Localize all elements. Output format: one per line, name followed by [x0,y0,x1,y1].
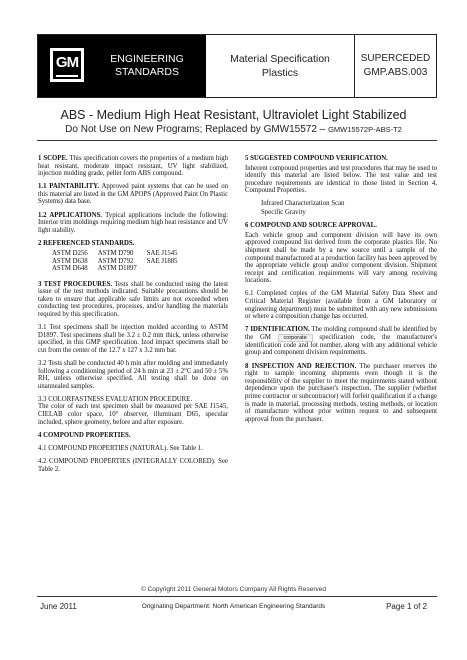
section-5-body: Inherent compound properties and test procedures that may be used to identify this material are listed below. The test value and test procedure requirements are identical to those listed in Section 4, Compound Properties. [245,164,437,195]
subtitle-text: Do Not Use on New Programs; Replaced by GMW15572 – [65,124,326,135]
section-heading: 1.2 APPLICATIONS. [38,211,102,219]
footer-divider [37,596,437,597]
section-6-1: 6.1 Completed copies of the GM Material Safety Data Sheet and Critical Material Register (available from a GM laboratory or engineering department) must be submitted with any new submissions or where a composition change has occurred. [245,290,437,321]
section-body: Approved paint systems that can be used on this material are listed in the GM APOPS (Approved Paint On Plastic Systems) data base. [38,183,228,206]
table-cell: ASTM D256 [52,250,88,258]
gm-logo-text: GM [53,51,81,79]
status-line-2: GMP.ABS.003 [363,67,428,78]
status-line-1: SUPERCEDED [360,53,431,64]
section-body: This specification covers the properties of a medium high heat resistant, moderate impact resistant, UV light stabilized, injection molding grade, pellet form ABS compound. [38,155,228,178]
section-body: The purchaser reserves the right to sample incoming shipments even though it is the responsibility of the supplier to meet the requirements stated without dependence upon the purchaser's inspection. The supplier (whether prime contractor or subcontractor) will forfeit qualification if a change is made in material, processing methods, testing methods, or location of manufacture without prior written request to and subsequent approval from the purchaser. [245,362,437,423]
section-7 [245,326,437,357]
spec-type-cell [206,35,355,97]
section-body-pre: The molding compound shall be identified by the GM [245,326,437,341]
section-1 [38,155,228,178]
section-1-1 [38,183,228,206]
gm-logo [50,48,84,82]
section-6-heading: 6 COMPOUND AND SOURCE APPROVAL. [245,222,377,230]
table-cell [147,265,188,272]
section-heading: 1.1 PAINTABILITY. [38,183,100,191]
spec-type-line-1: Material Specification [230,53,330,65]
section-heading: 7 IDENTIFICATION. [245,326,310,334]
corporate-tag: corporate [278,334,313,342]
title-divider [37,140,437,141]
section-3-2: 3.2 Tests shall be conducted 40 h min after molding and immediately following a conditioning period of 24 h min at 23 ± 2°C and 50 ± 5% RH, unless otherwise specified. All testing shall be done on unannealed samples. [38,360,228,390]
status-cell [355,35,436,97]
table-row [52,250,188,257]
section-heading: 8 INSPECTION AND REJECTION. [245,362,357,370]
section-body: Typical applications include the following: Interior trim moldings requiring medium high heat resistance and UV light stability. [38,211,228,234]
section-body-post: specification code, the manufacturer's identification code and lot number, along with any additional vehicle group and component division requirements. [245,333,437,357]
table-cell: SAE J1545 [146,250,178,258]
section-5-heading: 5 SUGGESTED COMPOUND VERIFICATION. [245,155,388,162]
footer-department: Originating Department: North American Engineering Standards [141,603,326,610]
section-8 [245,363,437,424]
document-title: ABS - Medium High Heat Resistant, Ultraviolet Light Stabilized [60,108,407,122]
section-body: Tests shall be conducted using the latest issue of the test methods indicated. Suitable precautions should be taken to ensure that applicable safe limits are not exceeded when conducting test procedures, processes, and/or handling the materials required by this specification. [38,280,228,319]
section-heading: 3.3 COLORFASTNESS EVALUATION PROCEDURE. [38,395,193,403]
document-subtitle [0,124,467,135]
table-row [52,258,188,265]
table-cell: ASTM D790 [97,250,134,258]
document-header [37,34,437,98]
right-column [245,155,437,429]
section-2-heading: 2 REFERENCED STANDARDS. [38,239,135,247]
table-cell: ASTM D648 [52,265,88,273]
section-heading: 3 TEST PROCEDURES. [38,280,113,288]
table-cell: ASTM D1897 [97,265,137,273]
org-name [92,53,202,79]
verification-item: Specific Gravity [261,209,306,217]
org-line-2: STANDARDS [115,66,179,78]
table-row [52,265,188,272]
footer-page-number: Page 1 of 2 [386,602,427,611]
section-3-1: 3.1 Test specimens shall be injection molded according to ASTM D1897. Test specimens shall be 3.2 ± 0.2 mm thick, unless otherwise specified, in this GMP specification. Izod impact specimens shall be cut from the center of the 12.7 x 127 x 3.2 mm bar. [38,324,228,354]
org-line-1: ENGINEERING [110,53,184,65]
table-cell: ASTM D638 [52,257,88,265]
section-body: The color of each test specimen shall be measured per SAE J1545, CIELAB color space, 10° observer, illuminant D65, specular included, sphere geometry, before and after exposure. [38,403,228,426]
spec-type-line-2: Plastics [261,67,299,79]
referenced-standards-table [52,250,188,272]
left-column [38,155,228,479]
gm-logo-underline [56,75,78,77]
section-4-heading: 4 COMPOUND PROPERTIES. [38,431,131,439]
section-heading: 1 SCOPE. [38,155,68,162]
section-3 [38,281,228,319]
subtitle-code: GMW15572P-ABS-T2 [328,125,402,134]
section-6-body: Each vehicle group and component division will have its own approved compound list derived from the corporate plastics file. No shipment shall be made by a new source until a sample of the compound manufactured at a production facility has been approved by the appropriate vehicle group and/or component division. Shipment receipt and certification requirements will vary among receiving locations. [245,231,437,285]
section-3-3 [38,396,228,426]
copyright-notice: © Copyright 2011 General Motors Company All Rights Reserved [141,586,326,593]
verification-item: Infrared Characterization Scan [261,200,345,208]
table-cell: SAE J1885 [146,257,178,265]
section-4-2: 4.2 COMPOUND PROPERTIES (INTEGRALLY COLORED). See Table 2. [38,457,228,473]
header-brand-block [38,35,206,97]
section-1-2 [38,212,228,235]
footer-date: June 2011 [40,602,77,611]
section-4-1: 4.1 COMPOUND PROPERTIES (NATURAL). See Table 1. [38,444,203,452]
table-cell: ASTM D792 [97,257,134,265]
